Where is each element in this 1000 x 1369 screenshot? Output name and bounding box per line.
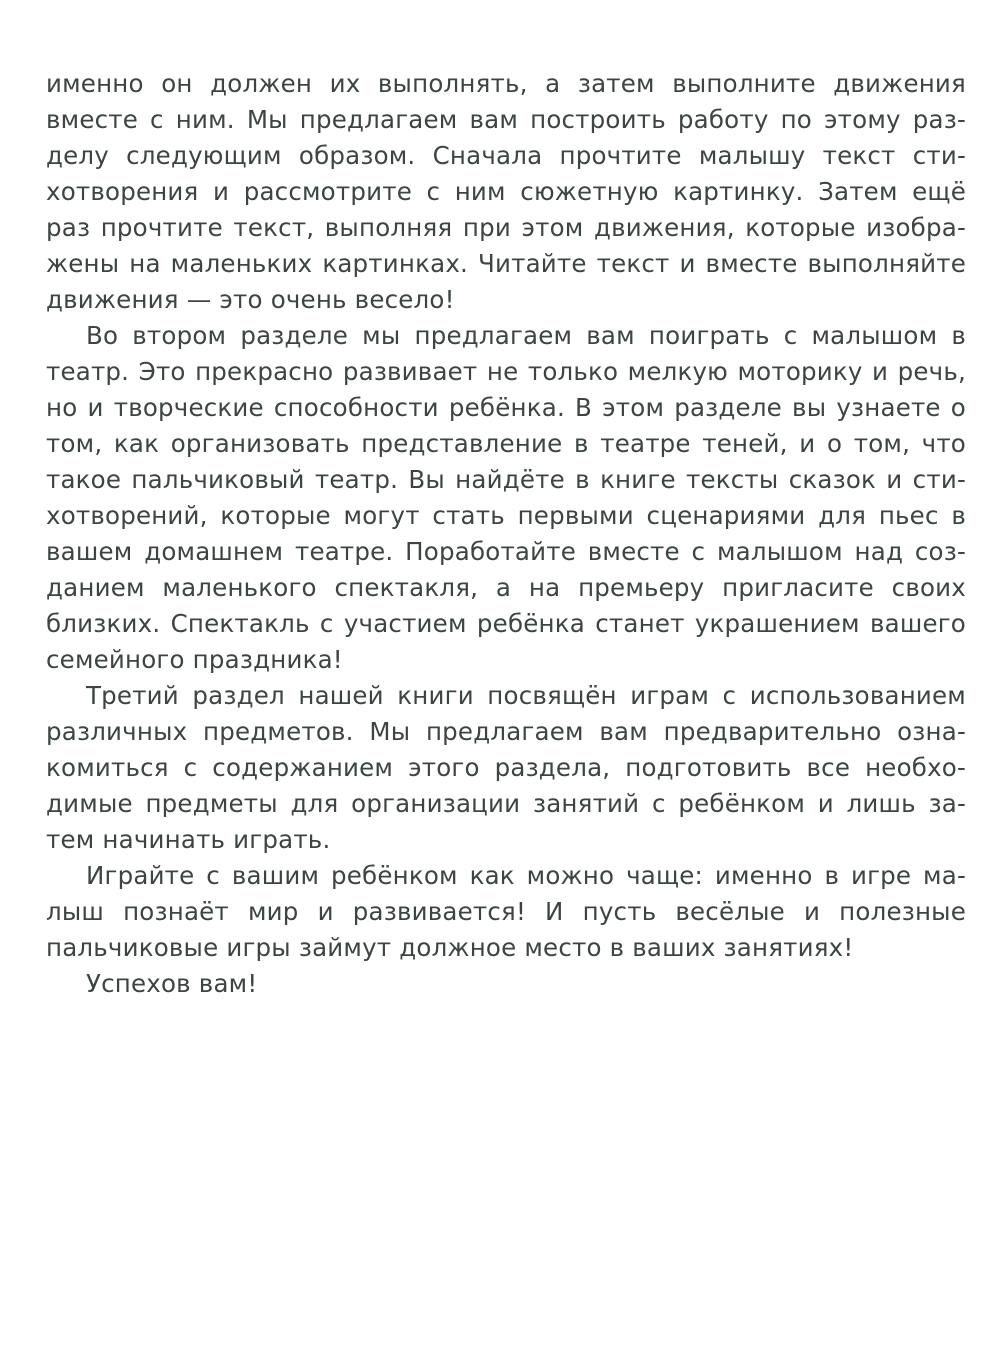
text-line: близких. Спектакль с участием ребёнка станет украшением вашего	[46, 609, 966, 638]
text-line: комиться с содержанием этого раздела, подготовить все необхо-	[46, 753, 966, 782]
text-line: вашем домашнем театре. Поработайте вместе с малышом над соз-	[46, 537, 966, 566]
text-line: данием маленького спектакля, а на премьеру пригласите своих	[46, 573, 966, 602]
text-line: раз прочтите текст, выполняя при этом движения, которые изобра-	[46, 213, 966, 242]
paragraph-3	[46, 678, 966, 858]
text-line: движения — это очень весело!	[46, 285, 455, 314]
text-line: различных предметов. Мы предлагаем вам предварительно озна-	[46, 717, 966, 746]
text-line: Играйте с вашим ребёнком как можно чаще: именно в игре ма-	[86, 861, 966, 890]
text-line: но и творческие способности ребёнка. В этом разделе вы узнаете о	[46, 393, 966, 422]
text-line: такое пальчиковый театр. Вы найдёте в книге тексты сказок и сти-	[46, 465, 966, 494]
text-line: пальчиковые игры займут должное место в ваших занятиях!	[46, 933, 854, 962]
text-line: вместе с ним. Мы предлагаем вам построить работу по этому раз-	[46, 105, 966, 134]
paragraph-4	[46, 858, 966, 966]
paragraph-2	[46, 318, 966, 678]
text-line: именно он должен их выполнять, а затем выполните движения	[46, 69, 966, 98]
paragraph-1	[46, 66, 966, 318]
paragraph-5	[46, 966, 966, 1002]
text-line: том, как организовать представление в театре теней, и о том, что	[46, 429, 966, 458]
text-line: Во втором разделе мы предлагаем вам поиграть с малышом в	[86, 321, 966, 350]
text-line: Третий раздел нашей книги посвящён играм с использованием	[86, 681, 966, 710]
text-line: тем начинать играть.	[46, 825, 331, 854]
text-line: хотворений, которые могут стать первыми сценариями для пьес в	[46, 501, 966, 530]
text-line: делу следующим образом. Сначала прочтите малышу текст сти-	[46, 141, 966, 170]
text-line: хотворения и рассмотрите с ним сюжетную картинку. Затем ещё	[46, 177, 966, 206]
text-line: димые предметы для организации занятий с ребёнком и лишь за-	[46, 789, 966, 818]
text-line: жены на маленьких картинках. Читайте текст и вместе выполняйте	[46, 249, 966, 278]
text-line: семейного праздника!	[46, 645, 343, 674]
text-line: Успехов вам!	[86, 969, 258, 998]
text-line: театр. Это прекрасно развивает не только мелкую моторику и речь,	[46, 357, 966, 386]
text-line: лыш познаёт мир и развивается! И пусть весёлые и полезные	[46, 897, 966, 926]
body-text	[46, 66, 966, 1002]
